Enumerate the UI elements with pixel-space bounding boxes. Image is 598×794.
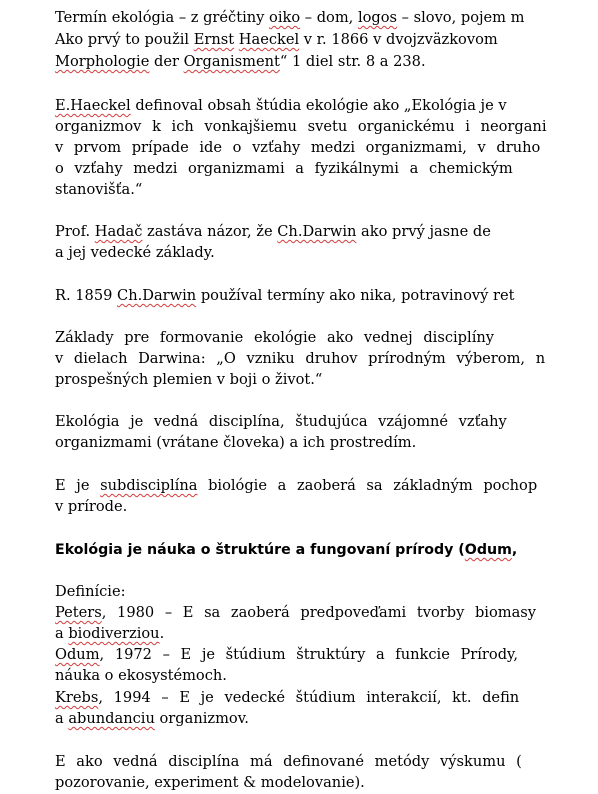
- text-span: náuka o ekosystémoch.: [55, 667, 227, 684]
- spellcheck-word: Ch.Darwin: [117, 287, 197, 304]
- text-span: prospešných plemien v boji o život.“: [55, 371, 323, 388]
- text-line: [55, 497, 127, 517]
- text-line: [55, 180, 142, 200]
- text-span: biológie a zaoberá sa základným pochop: [197, 477, 538, 494]
- text-span: pozorovanie, experiment & modelovanie).: [55, 774, 365, 791]
- text-span: Definície:: [55, 583, 126, 600]
- text-line: [55, 117, 547, 137]
- spellcheck-word: E.Haeckel: [55, 97, 131, 114]
- spellcheck-word: Morphologie: [55, 53, 150, 70]
- text-span: .: [159, 625, 165, 642]
- spellcheck-word: Ernst: [193, 31, 235, 48]
- text-line: [55, 688, 519, 708]
- text-span: Ekológia je náuka o štruktúre a fungovaní prírody (: [55, 542, 465, 558]
- spellcheck-word: biodiverziou: [68, 625, 160, 642]
- text-span: organizmami (vrátane človeka) a ich prostredím.: [55, 434, 417, 451]
- text-line: [55, 30, 498, 50]
- spellcheck-word: Odum: [464, 542, 512, 558]
- text-span: používal termíny ako nika, potravinový ret: [196, 287, 515, 304]
- text-span: – slovo, pojem m: [397, 9, 525, 26]
- text-span: Prof.: [55, 223, 95, 240]
- text-line: [55, 8, 524, 28]
- text-span: stanovišťa.“: [55, 181, 143, 198]
- spellcheck-word: subdisciplína: [100, 477, 198, 494]
- text-line: [55, 666, 227, 686]
- text-line: [55, 328, 494, 348]
- text-span: , 1980 – E sa zaoberá predpoveďami tvorby biomasy: [101, 604, 537, 621]
- text-span: v prvom prípade ide o vzťahy medzi organizmami, v druho: [55, 139, 541, 156]
- text-line: [55, 412, 507, 432]
- text-span: der: [149, 53, 184, 70]
- text-line: [55, 603, 536, 623]
- text-span: – dom,: [300, 9, 358, 26]
- text-line: [55, 540, 517, 560]
- spellcheck-word: logos: [357, 9, 398, 26]
- text-line: [55, 349, 545, 369]
- text-span: organizmov.: [154, 710, 249, 727]
- text-span: zastáva názor, že: [142, 223, 278, 240]
- text-line: [55, 433, 416, 453]
- text-line: [55, 138, 540, 158]
- text-span: a: [55, 625, 69, 642]
- spellcheck-word: Krebs: [55, 689, 99, 706]
- text-span: E je: [55, 477, 101, 494]
- spellcheck-word: Hadač: [94, 223, 143, 240]
- text-line: [55, 752, 522, 772]
- spellcheck-word: abundanciu: [68, 710, 155, 727]
- text-line: [55, 476, 537, 496]
- text-span: Termín ekológia – z gréčtiny: [55, 9, 270, 26]
- text-line: [55, 773, 365, 793]
- text-line: [55, 582, 126, 602]
- text-span: E ako vedná disciplína má definované metódy výskumu (: [55, 753, 522, 770]
- text-span: v r. 1866 v dvojzväzkovom: [299, 31, 498, 48]
- text-line: [55, 52, 426, 72]
- text-line: [55, 645, 518, 665]
- text-line: [55, 222, 491, 242]
- text-span: , 1994 – E je vedecké štúdium interakcií, kt. defin: [98, 689, 520, 706]
- text-line: [55, 370, 322, 390]
- text-span: , 1972 – E je štúdium štruktúry a funkcie Prírody,: [99, 646, 518, 663]
- text-span: a jej vedecké základy.: [55, 244, 215, 261]
- text-line: [55, 243, 215, 263]
- text-span: organizmov k ich vonkajšiemu svetu organickému i neorgani: [55, 118, 547, 135]
- text-span: a: [55, 710, 69, 727]
- text-span: v prírode.: [55, 498, 128, 515]
- text-line: [55, 159, 513, 179]
- spellcheck-word: Haeckel: [238, 31, 300, 48]
- text-span: ,: [511, 542, 518, 558]
- spellcheck-word: Peters: [55, 604, 102, 621]
- text-span: v dielach Darwina: „O vzniku druhov prírodným výberom, n: [55, 350, 546, 367]
- text-span: ako prvý jasne de: [356, 223, 491, 240]
- spellcheck-word: Odum: [55, 646, 100, 663]
- text-span: Ako prvý to použil: [55, 31, 194, 48]
- spellcheck-word: oiko: [269, 9, 301, 26]
- text-line: [55, 624, 164, 644]
- text-span: Ekológia je vedná disciplína, študujúca vzájomné vzťahy: [55, 413, 507, 430]
- text-span: “ 1 diel str. 8 a 238.: [279, 53, 426, 70]
- text-line: [55, 96, 507, 116]
- spellcheck-word: Organisment: [183, 53, 280, 70]
- spellcheck-word: Ch.Darwin: [277, 223, 357, 240]
- text-line: [55, 709, 249, 729]
- text-line: [55, 286, 514, 306]
- text-span: definoval obsah štúdia ekológie ako „Ekológia je v: [130, 97, 507, 114]
- text-span: Základy pre formovanie ekológie ako vednej disciplíny: [55, 329, 495, 346]
- text-span: R. 1859: [55, 287, 118, 304]
- text-span: o vzťahy medzi organizmami a fyzikálnymi a chemickým: [55, 160, 513, 177]
